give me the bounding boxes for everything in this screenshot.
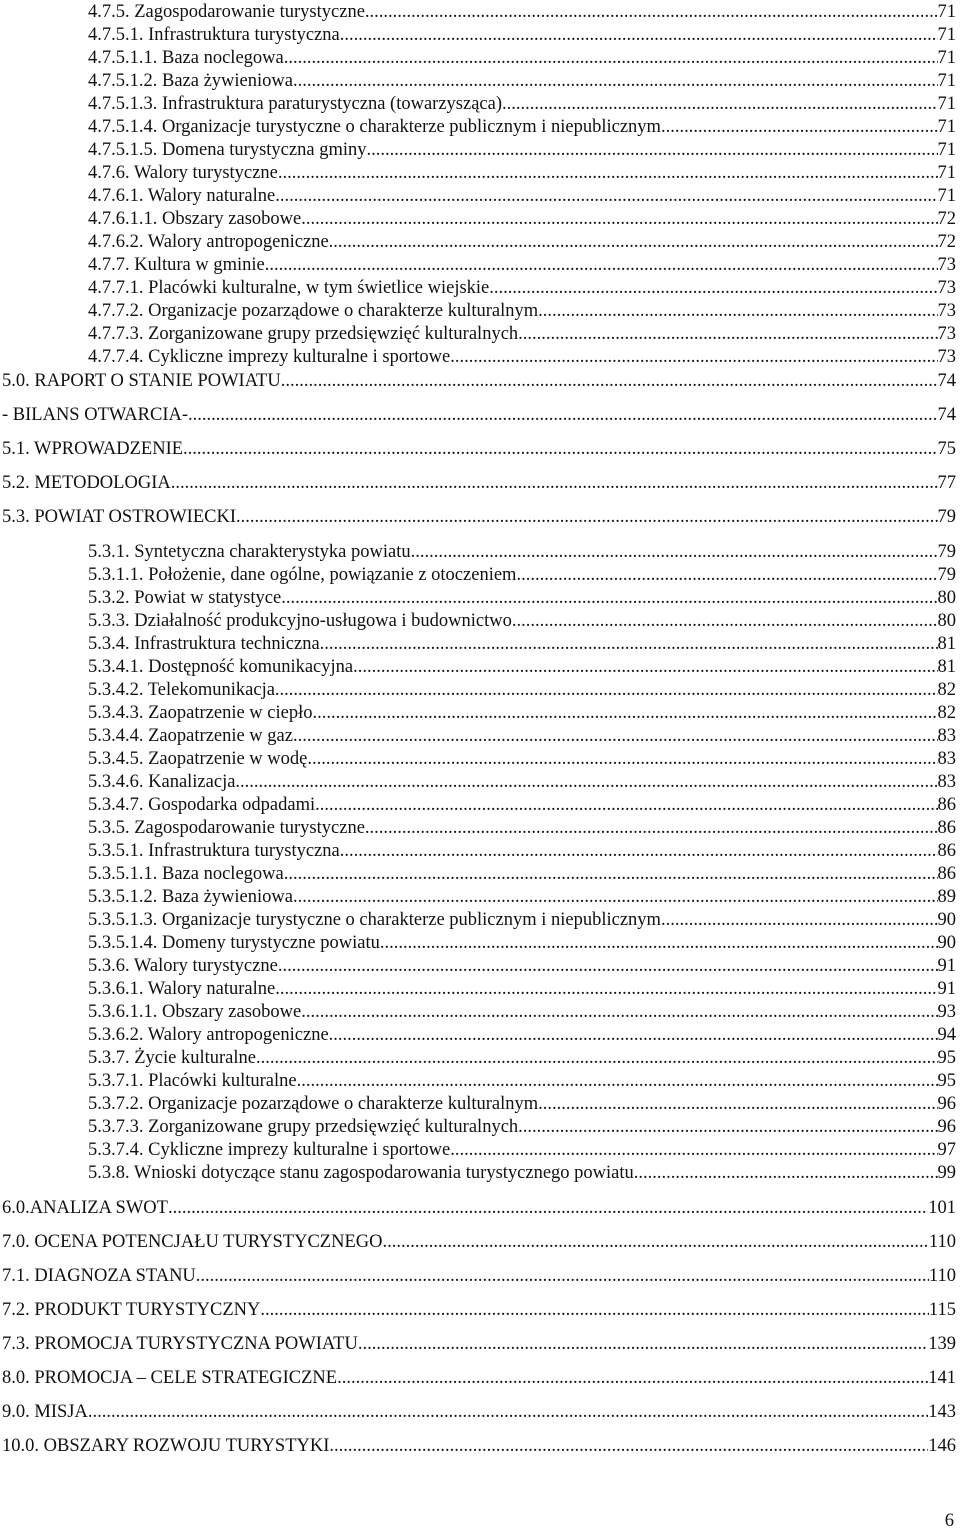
toc-entry-page: 86 bbox=[937, 864, 956, 884]
toc-dot-leader bbox=[502, 93, 937, 115]
toc-entry[interactable] bbox=[2, 1401, 956, 1423]
toc-entry[interactable] bbox=[88, 794, 956, 816]
toc-entry-page: 71 bbox=[937, 163, 956, 183]
toc-entry[interactable] bbox=[88, 771, 956, 793]
toc-entry-page: 72 bbox=[937, 232, 956, 252]
toc-entry-page: 80 bbox=[937, 588, 956, 608]
toc-entry-title: 5.3.4.1. Dostępność komunikacyjna bbox=[88, 657, 354, 677]
toc-dot-leader bbox=[278, 162, 938, 184]
toc-dot-leader bbox=[370, 1, 938, 23]
toc-entry-title: 5.3.1. Syntetyczna charakterystyka powiatu bbox=[88, 542, 411, 562]
toc-entry[interactable] bbox=[88, 610, 956, 632]
toc-entry-page: 81 bbox=[937, 634, 956, 654]
toc-entry[interactable] bbox=[88, 909, 956, 931]
toc-dot-leader bbox=[489, 277, 937, 299]
toc-entry-page: 86 bbox=[937, 841, 956, 861]
toc-entry[interactable] bbox=[2, 370, 956, 392]
toc-entry-page: 95 bbox=[937, 1048, 956, 1068]
toc-entry-title: 7.2. PRODUKT TURYSTYCZNY bbox=[2, 1300, 261, 1320]
toc-entry-page: 141 bbox=[928, 1368, 956, 1388]
toc-entry[interactable] bbox=[88, 346, 956, 368]
toc-entry-page: 77 bbox=[937, 473, 956, 493]
toc-entry-title: 4.7.7.4. Cykliczne imprezy kulturalne i sportowe bbox=[88, 347, 451, 367]
toc-dot-leader bbox=[275, 185, 937, 207]
toc-entry-page: 139 bbox=[928, 1334, 956, 1354]
toc-entry-title: 5.3.3. Działalność produkcyjno-usługowa i budownictwo bbox=[88, 611, 512, 631]
toc-entry-page: 82 bbox=[937, 680, 956, 700]
toc-entry-title: 10.0. OBSZARY ROZWOJU TURYSTYKI bbox=[2, 1436, 330, 1456]
toc-entry-page: 73 bbox=[937, 255, 956, 275]
toc-entry[interactable] bbox=[88, 1001, 956, 1023]
toc-entry[interactable] bbox=[88, 1093, 956, 1115]
toc-dot-leader bbox=[661, 909, 938, 931]
toc-entry-title: 5.3.4.3. Zaopatrzenie w ciepło bbox=[88, 703, 313, 723]
toc-entry-page: 86 bbox=[937, 795, 956, 815]
toc-entry-title: 4.7.5.1.4. Organizacje turystyczne o charakterze publicznym i niepublicznym bbox=[88, 117, 661, 137]
toc-dot-leader bbox=[320, 633, 938, 655]
toc-dot-leader bbox=[168, 1197, 928, 1219]
toc-entry[interactable] bbox=[88, 725, 956, 747]
toc-dot-leader bbox=[88, 1401, 928, 1423]
toc-dot-leader bbox=[340, 24, 938, 46]
toc-entry-title: 4.7.5. Zagospodarowanie turystyczne. bbox=[88, 2, 370, 22]
toc-entry-page: 71 bbox=[937, 48, 956, 68]
toc-dot-leader bbox=[236, 506, 938, 528]
toc-dot-leader bbox=[518, 1116, 937, 1138]
toc-dot-leader bbox=[188, 404, 937, 426]
toc-entry-page: 73 bbox=[937, 347, 956, 367]
toc-entry-title: 4.7.6. Walory turystyczne bbox=[88, 163, 278, 183]
toc-entry-title: 5.3.7.4. Cykliczne imprezy kulturalne i sportowe bbox=[88, 1140, 451, 1160]
toc-entry[interactable] bbox=[2, 506, 956, 528]
toc-entry-title: 4.7.5.1.3. Infrastruktura paraturystyczna (towarzysząca) bbox=[88, 94, 503, 114]
toc-entry[interactable] bbox=[88, 116, 956, 138]
toc-entry[interactable] bbox=[88, 1116, 956, 1138]
toc-entry-title: 5.3.5.1.3. Organizacje turystyczne o charakterze publicznym i niepublicznym bbox=[88, 910, 661, 930]
toc-dot-leader bbox=[284, 863, 938, 885]
toc-entry-page: 71 bbox=[937, 140, 956, 160]
toc-entry-page: 71 bbox=[937, 2, 956, 22]
toc-entry[interactable] bbox=[2, 1299, 956, 1321]
toc-dot-leader bbox=[265, 254, 938, 276]
toc-dot-leader bbox=[275, 978, 937, 1000]
toc-dot-leader bbox=[411, 541, 938, 563]
toc-entry-title: 5.3.6.1. Walory naturalne bbox=[88, 979, 276, 999]
toc-dot-leader bbox=[538, 300, 937, 322]
toc-entry[interactable] bbox=[88, 93, 956, 115]
toc-entry-page: 91 bbox=[937, 956, 956, 976]
toc-dot-leader bbox=[380, 932, 938, 954]
toc-entry-title: 4.7.6.1. Walory naturalne bbox=[88, 186, 276, 206]
toc-entry-title: 5.3.4.7. Gospodarka odpadami bbox=[88, 795, 316, 815]
toc-entry-title: 5.3.4. Infrastruktura techniczna bbox=[88, 634, 320, 654]
toc-entry-title: 5.3.7.1. Placówki kulturalne bbox=[88, 1071, 297, 1091]
toc-entry-page: 101 bbox=[928, 1198, 956, 1218]
toc-dot-leader bbox=[661, 116, 938, 138]
toc-entry[interactable] bbox=[88, 277, 956, 299]
toc-entry-page: 79 bbox=[937, 565, 956, 585]
toc-entry-page: 93 bbox=[937, 1002, 956, 1022]
toc-entry[interactable] bbox=[88, 955, 956, 977]
toc-dot-leader bbox=[301, 208, 937, 230]
toc-dot-leader bbox=[297, 1070, 938, 1092]
toc-dot-leader bbox=[281, 587, 937, 609]
toc-entry[interactable] bbox=[88, 748, 956, 770]
toc-dot-leader bbox=[634, 1162, 938, 1184]
toc-dot-leader bbox=[284, 47, 938, 69]
toc-entry-title: 7.3. PROMOCJA TURYSTYCZNA POWIATU bbox=[2, 1334, 358, 1354]
toc-entry-title: 7.0. OCENA POTENCJAŁU TURYSTYCZNEGO bbox=[2, 1232, 383, 1252]
toc-entry-title: 5.0. RAPORT O STANIE POWIATU bbox=[2, 371, 281, 391]
toc-entry[interactable] bbox=[88, 886, 956, 908]
toc-dot-leader bbox=[315, 794, 937, 816]
toc-dot-leader bbox=[278, 955, 938, 977]
toc-dot-leader bbox=[370, 817, 938, 839]
toc-entry-page: 95 bbox=[937, 1071, 956, 1091]
toc-dot-leader bbox=[235, 771, 937, 793]
toc-dot-leader bbox=[312, 702, 937, 724]
toc-entry[interactable] bbox=[2, 1333, 956, 1355]
toc-entry-page: 94 bbox=[937, 1025, 956, 1045]
toc-entry[interactable] bbox=[2, 1231, 956, 1253]
toc-entry-title: 7.1. DIAGNOZA STANU bbox=[2, 1266, 196, 1286]
toc-entry[interactable] bbox=[88, 208, 956, 230]
toc-entry[interactable] bbox=[88, 932, 956, 954]
toc-entry-page: 143 bbox=[928, 1402, 956, 1422]
toc-entry-page: 99 bbox=[937, 1163, 956, 1183]
toc-entry-page: 110 bbox=[928, 1232, 956, 1252]
toc-entry-title: 5.3.5.1.4. Domeny turystyczne powiatu bbox=[88, 933, 380, 953]
toc-entry-page: 71 bbox=[937, 94, 956, 114]
toc-entry[interactable] bbox=[88, 139, 956, 161]
toc-entry-title: 5.3.4.2. Telekomunikacja bbox=[88, 680, 275, 700]
toc-entry-page: 90 bbox=[937, 933, 956, 953]
toc-entry-page: 83 bbox=[937, 772, 956, 792]
toc-entry-page: 71 bbox=[937, 71, 956, 91]
toc-entry-page: 115 bbox=[928, 1300, 956, 1320]
toc-entry[interactable] bbox=[88, 1070, 956, 1092]
toc-entry-title: 5.3.5.1.1. Baza noclegowa bbox=[88, 864, 284, 884]
toc-dot-leader bbox=[358, 1333, 928, 1355]
toc-dot-leader bbox=[329, 1024, 938, 1046]
toc-entry-page: 83 bbox=[937, 726, 956, 746]
toc-entry[interactable] bbox=[2, 438, 956, 460]
toc-entry-page: 89 bbox=[937, 887, 956, 907]
toc-dot-leader bbox=[382, 1231, 928, 1253]
toc-entry-title: 5.3.5. Zagospodarowanie turystyczne. bbox=[88, 818, 370, 838]
toc-dot-leader bbox=[301, 1001, 937, 1023]
toc-entry-title: 6.0.ANALIZA SWOT bbox=[2, 1198, 168, 1218]
toc-entry-title: 4.7.6.2. Walory antropogeniczne bbox=[88, 232, 329, 252]
toc-entry-title: 5.3.4.4. Zaopatrzenie w gaz bbox=[88, 726, 293, 746]
toc-dot-leader bbox=[340, 840, 938, 862]
toc-entry-page: 72 bbox=[937, 209, 956, 229]
toc-entry-page: 83 bbox=[937, 749, 956, 769]
toc-entry-page: 71 bbox=[937, 25, 956, 45]
toc-entry-title: 5.3.4.5. Zaopatrzenie w wodę bbox=[88, 749, 308, 769]
toc-entry-title: 4.7.5.1.1. Baza noclegowa bbox=[88, 48, 284, 68]
toc-entry-page: 71 bbox=[937, 186, 956, 206]
toc-entry-title: 9.0. MISJA bbox=[2, 1402, 88, 1422]
toc-entry-page: 71 bbox=[937, 117, 956, 137]
toc-entry-page: 79 bbox=[937, 507, 956, 527]
toc-entry-title: 4.7.7.1. Placówki kulturalne, w tym świetlice wiejskie bbox=[88, 278, 490, 298]
toc-entry-title: 4.7.5.1.2. Baza żywieniowa bbox=[88, 71, 293, 91]
toc-dot-leader bbox=[450, 346, 937, 368]
toc-entry-page: 86 bbox=[937, 818, 956, 838]
toc-entry-title: 5.3.6.1.1. Obszary zasobowe bbox=[88, 1002, 302, 1022]
toc-entry[interactable] bbox=[88, 633, 956, 655]
toc-dot-leader bbox=[293, 725, 938, 747]
toc-dot-leader bbox=[516, 564, 937, 586]
toc-entry-title: 5.3.7.2. Organizacje pozarządowe o charakterze kulturalnym bbox=[88, 1094, 539, 1114]
toc-entry-page: 91 bbox=[937, 979, 956, 999]
toc-entry-title: 5.2. METODOLOGIA bbox=[2, 473, 171, 493]
toc-entry-title: - BILANS OTWARCIA- bbox=[2, 405, 189, 425]
toc-entry[interactable] bbox=[2, 1367, 956, 1389]
toc-dot-leader bbox=[329, 231, 938, 253]
toc-entry[interactable] bbox=[88, 564, 956, 586]
toc-entry-title: 5.3.2. Powiat w statystyce bbox=[88, 588, 282, 608]
toc-entry[interactable] bbox=[88, 679, 956, 701]
toc-entry-title: 4.7.5.1.5. Domena turystyczna gminy bbox=[88, 140, 367, 160]
toc-entry-title: 5.3.6.2. Walory antropogeniczne bbox=[88, 1025, 329, 1045]
toc-entry-page: 80 bbox=[937, 611, 956, 631]
toc-entry-page: 90 bbox=[937, 910, 956, 930]
toc-entry[interactable] bbox=[2, 1265, 956, 1287]
toc-dot-leader bbox=[518, 323, 937, 345]
toc-entry[interactable] bbox=[88, 817, 956, 839]
toc-dot-leader bbox=[275, 679, 938, 701]
toc-entry-page: 73 bbox=[937, 324, 956, 344]
toc-entry-page: 96 bbox=[937, 1117, 956, 1137]
toc-entry-title: 5.3.4.6. Kanalizacja bbox=[88, 772, 236, 792]
toc-entry-title: 5.1. WPROWADZENIE bbox=[2, 439, 184, 459]
toc-entry-title: 4.7.7.3. Zorganizowane grupy przedsięwzięć kulturalnych bbox=[88, 324, 519, 344]
toc-entry[interactable] bbox=[88, 162, 956, 184]
toc-entry-page: 75 bbox=[937, 439, 956, 459]
toc-entry-title: 5.3.1.1. Położenie, dane ogólne, powiązanie z otoczeniem bbox=[88, 565, 517, 585]
toc-entry-title: 5.3. POWIAT OSTROWIECKI bbox=[2, 507, 236, 527]
toc-entry[interactable] bbox=[88, 1024, 956, 1046]
toc-entry-title: 4.7.6.1.1. Obszary zasobowe bbox=[88, 209, 302, 229]
toc-entry[interactable] bbox=[2, 1197, 956, 1219]
toc-entry[interactable] bbox=[88, 656, 956, 678]
toc-entry-page: 97 bbox=[937, 1140, 956, 1160]
toc-entry-page: 82 bbox=[937, 703, 956, 723]
page-number: 6 bbox=[944, 1511, 954, 1531]
toc-entry[interactable] bbox=[88, 840, 956, 862]
toc-entry-title: 5.3.7. Życie kulturalne bbox=[88, 1048, 256, 1068]
toc-dot-leader bbox=[329, 1435, 928, 1457]
toc-entry[interactable] bbox=[88, 185, 956, 207]
toc-entry[interactable] bbox=[88, 863, 956, 885]
toc-entry-title: 4.7.7. Kultura w gminie bbox=[88, 255, 265, 275]
toc-dot-leader bbox=[337, 1367, 928, 1389]
toc-entry[interactable] bbox=[88, 1047, 956, 1069]
toc-entry[interactable] bbox=[88, 978, 956, 1000]
toc-entry[interactable] bbox=[2, 404, 956, 426]
toc-entry[interactable] bbox=[88, 300, 956, 322]
toc-dot-leader bbox=[538, 1093, 937, 1115]
toc-entry-page: 74 bbox=[937, 371, 956, 391]
toc-entry[interactable] bbox=[88, 24, 956, 46]
toc-dot-leader bbox=[196, 1265, 929, 1287]
toc-entry[interactable] bbox=[2, 472, 956, 494]
toc-dot-leader bbox=[293, 70, 938, 92]
toc-entry-page: 96 bbox=[937, 1094, 956, 1114]
toc-entry-page: 146 bbox=[928, 1436, 956, 1456]
toc-entry[interactable] bbox=[88, 254, 956, 276]
toc-entry[interactable] bbox=[88, 1139, 956, 1161]
toc-dot-leader bbox=[293, 886, 938, 908]
toc-entry-page: 81 bbox=[937, 657, 956, 677]
toc-dot-leader bbox=[353, 656, 937, 678]
toc-entry-title: 5.3.6. Walory turystyczne bbox=[88, 956, 278, 976]
toc-dot-leader bbox=[450, 1139, 937, 1161]
toc-entry[interactable] bbox=[88, 541, 956, 563]
toc-entry-title: 5.3.8. Wnioski dotyczące stanu zagospodarowania turystycznego powiatu bbox=[88, 1163, 634, 1183]
toc-entry-title: 5.3.5.1.2. Baza żywieniowa bbox=[88, 887, 293, 907]
toc-dot-leader bbox=[171, 472, 938, 494]
toc-dot-leader bbox=[512, 610, 938, 632]
toc-entry[interactable] bbox=[88, 70, 956, 92]
toc-entry-title: 5.3.7.3. Zorganizowane grupy przedsięwzięć kulturalnych bbox=[88, 1117, 519, 1137]
toc-entry[interactable] bbox=[2, 1435, 956, 1457]
toc-entry-title: 4.7.7.2. Organizacje pozarządowe o charakterze kulturalnym bbox=[88, 301, 539, 321]
toc-entry[interactable] bbox=[88, 587, 956, 609]
toc-dot-leader bbox=[183, 438, 937, 460]
toc-dot-leader bbox=[256, 1047, 938, 1069]
toc-entry-title: 8.0. PROMOCJA – CELE STRATEGICZNE bbox=[2, 1368, 338, 1388]
toc-dot-leader bbox=[366, 139, 937, 161]
toc-entry[interactable] bbox=[88, 702, 956, 724]
toc-entry[interactable] bbox=[88, 1162, 956, 1184]
toc-entry[interactable] bbox=[88, 1, 956, 23]
toc-entry-page: 73 bbox=[937, 301, 956, 321]
toc-entry-title: 4.7.5.1. Infrastruktura turystyczna bbox=[88, 25, 340, 45]
toc-entry[interactable] bbox=[88, 231, 956, 253]
toc-entry-page: 110 bbox=[928, 1266, 956, 1286]
toc-dot-leader bbox=[307, 748, 937, 770]
toc-entry-title: 5.3.5.1. Infrastruktura turystyczna bbox=[88, 841, 340, 861]
toc-entry[interactable] bbox=[88, 47, 956, 69]
toc-entry-page: 79 bbox=[937, 542, 956, 562]
toc-dot-leader bbox=[260, 1299, 929, 1321]
toc-entry-page: 73 bbox=[937, 278, 956, 298]
toc-entry-page: 74 bbox=[937, 405, 956, 425]
toc-dot-leader bbox=[281, 370, 938, 392]
toc-entry[interactable] bbox=[88, 323, 956, 345]
